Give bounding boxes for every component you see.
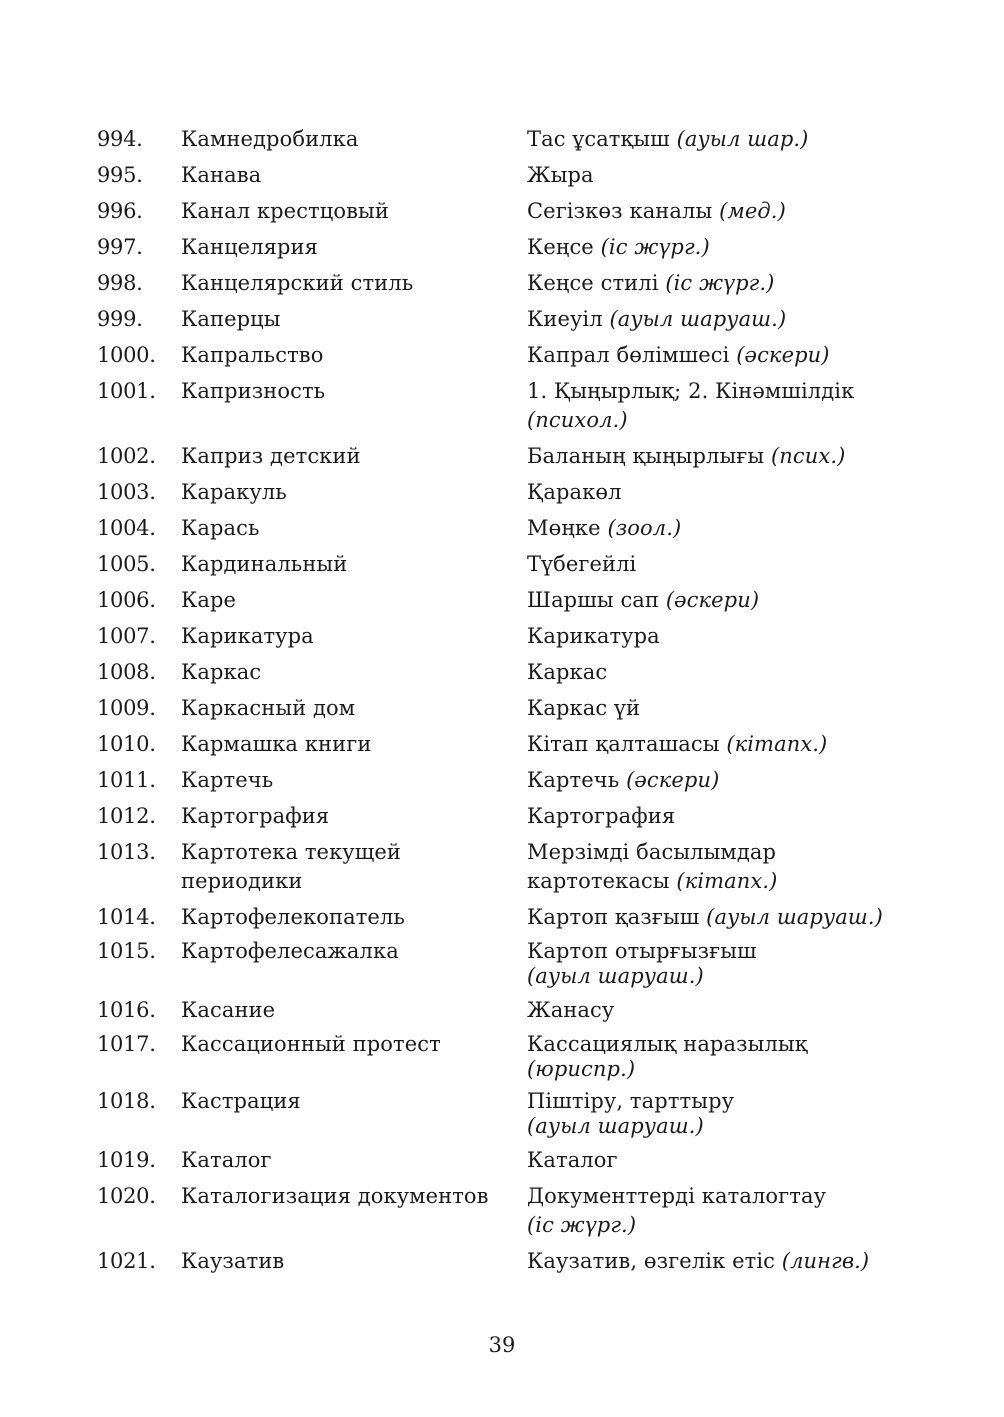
kazakh-translation <box>527 1247 897 1276</box>
kazakh-term: Мерзімді басылымдар картотекасы <box>527 840 777 893</box>
russian-term: Картечь <box>181 768 274 792</box>
entry-row <box>97 1029 897 1086</box>
kazakh-term: Киеуіл <box>527 307 603 331</box>
kazakh-term: Картоп отырғызғыш <box>527 939 757 963</box>
kazakh-term: Піштіру, тарттыру <box>527 1089 735 1113</box>
russian-term: Картотека текущей периодики <box>181 840 402 893</box>
entry-number: 1017. <box>97 1032 156 1056</box>
domain-note: (іс жүрг.) <box>665 271 775 295</box>
kazakh-translation <box>527 197 897 226</box>
russian-term: Камнедробилка <box>181 127 359 151</box>
russian-term: Каркас <box>181 660 262 684</box>
entry-row <box>97 835 897 900</box>
kazakh-term: Картоп қазғыш <box>527 905 700 929</box>
kazakh-term: Жыра <box>527 163 594 187</box>
entry-number: 1020. <box>97 1184 156 1208</box>
kazakh-translation <box>527 305 897 334</box>
russian-term: Канцелярский стиль <box>181 271 414 295</box>
domain-note: (ауыл шар.) <box>676 127 809 151</box>
entry-number: 1015. <box>97 939 156 963</box>
kazakh-translation <box>527 341 897 370</box>
domain-note: (ауыл шаруаш.) <box>609 307 787 331</box>
kazakh-translation <box>527 550 897 579</box>
kazakh-translation <box>527 478 897 507</box>
entry-row <box>97 439 897 475</box>
entry-row <box>97 1086 897 1143</box>
domain-note: (әскери) <box>665 588 760 612</box>
entry-row <box>97 302 897 338</box>
kazakh-translation <box>527 442 897 471</box>
entry-number: 1002. <box>97 444 156 468</box>
entry-row <box>97 547 897 583</box>
domain-note: (кітапх.) <box>676 869 778 893</box>
kazakh-translation <box>527 161 897 190</box>
entry-number: 1018. <box>97 1089 156 1113</box>
kazakh-translation <box>527 233 897 262</box>
kazakh-term: Каркас <box>527 660 608 684</box>
russian-term: Каузатив <box>181 1249 285 1273</box>
domain-note: (кітапх.) <box>726 732 828 756</box>
domain-note: (ауыл шаруаш.) <box>527 964 704 988</box>
kazakh-term: Каталог <box>527 1148 618 1172</box>
entry-row <box>97 727 897 763</box>
entry-row <box>97 122 897 158</box>
russian-term: Каталогизация документов <box>181 1184 489 1208</box>
entry-number: 1021. <box>97 1249 156 1273</box>
domain-note: (мед.) <box>719 199 786 223</box>
kazakh-term: Жанасу <box>527 998 615 1022</box>
russian-term: Каркасный дом <box>181 696 356 720</box>
russian-term: Капральство <box>181 343 324 367</box>
entry-row <box>97 993 897 1029</box>
entry-row <box>97 655 897 691</box>
kazakh-term: Кассациялық наразылық <box>527 1032 808 1056</box>
kazakh-translation <box>527 802 897 831</box>
kazakh-translation <box>527 996 897 1025</box>
russian-term: Канцелярия <box>181 235 318 259</box>
russian-term: Карикатура <box>181 624 314 648</box>
kazakh-translation <box>527 1182 897 1240</box>
kazakh-translation <box>527 514 897 543</box>
entry-number: 994. <box>97 127 143 151</box>
domain-note: (ауыл шаруаш.) <box>527 1114 704 1138</box>
russian-term: Кармашка книги <box>181 732 372 756</box>
entry-row <box>97 194 897 230</box>
entry-row <box>97 1244 897 1280</box>
entry-number: 1004. <box>97 516 156 540</box>
dictionary-entries <box>97 122 897 1280</box>
russian-term: Касание <box>181 998 276 1022</box>
entry-row <box>97 619 897 655</box>
kazakh-term: Картечь <box>527 768 620 792</box>
domain-note: (іс жүрг.) <box>600 235 710 259</box>
domain-note: (лингв.) <box>781 1249 870 1273</box>
entry-row <box>97 900 897 936</box>
kazakh-term: Каузатив, өзгелік етіс <box>527 1249 775 1273</box>
domain-note: (психол.) <box>527 408 628 432</box>
kazakh-translation <box>527 658 897 687</box>
kazakh-translation <box>527 269 897 298</box>
kazakh-translation <box>527 125 897 154</box>
entry-row <box>97 583 897 619</box>
russian-term: Каре <box>181 588 237 612</box>
entry-number: 997. <box>97 235 143 259</box>
entry-number: 1011. <box>97 768 156 792</box>
entry-row <box>97 374 897 439</box>
russian-term: Картография <box>181 804 330 828</box>
entry-row <box>97 799 897 835</box>
russian-term: Каприз детский <box>181 444 361 468</box>
kazakh-term: Мөңке <box>527 516 601 540</box>
entry-number: 1016. <box>97 998 156 1022</box>
russian-term: Канава <box>181 163 262 187</box>
kazakh-translation <box>527 586 897 615</box>
entry-number: 1009. <box>97 696 156 720</box>
russian-term: Каракуль <box>181 480 287 504</box>
kazakh-term: Шаршы сап <box>527 588 660 612</box>
entry-number: 1001. <box>97 379 156 403</box>
entry-number: 1006. <box>97 588 156 612</box>
kazakh-term: Тас ұсатқыш <box>527 127 670 151</box>
russian-term: Каталог <box>181 1148 272 1172</box>
russian-term: Канал крестцовый <box>181 199 389 223</box>
kazakh-translation <box>527 939 897 989</box>
entry-number: 1014. <box>97 905 156 929</box>
russian-term: Карась <box>181 516 260 540</box>
kazakh-translation <box>527 903 897 932</box>
entry-number: 1005. <box>97 552 156 576</box>
kazakh-term: Картография <box>527 804 676 828</box>
russian-term: Картофелекопатель <box>181 905 405 929</box>
entry-number: 1012. <box>97 804 156 828</box>
russian-term: Каперцы <box>181 307 281 331</box>
domain-note: (зоол.) <box>607 516 682 540</box>
entry-row <box>97 936 897 993</box>
entry-row <box>97 475 897 511</box>
entry-number: 996. <box>97 199 143 223</box>
kazakh-translation <box>527 377 897 435</box>
kazakh-translation <box>527 838 897 896</box>
kazakh-term: Карикатура <box>527 624 660 648</box>
domain-note: (іс жүрг.) <box>527 1213 637 1237</box>
domain-note: (юриспр.) <box>527 1057 636 1081</box>
kazakh-translation <box>527 730 897 759</box>
kazakh-term: Сегізкөз каналы <box>527 199 713 223</box>
page-number: 39 <box>488 1333 516 1357</box>
kazakh-translation <box>527 1089 897 1139</box>
kazakh-term: Кеңсе стилі <box>527 271 659 295</box>
entry-number: 995. <box>97 163 143 187</box>
russian-term: Кассационный протест <box>181 1032 441 1056</box>
kazakh-translation <box>527 694 897 723</box>
domain-note: (псих.) <box>770 444 846 468</box>
kazakh-translation <box>527 1146 897 1175</box>
entry-number: 1013. <box>97 840 156 864</box>
entry-row <box>97 1179 897 1244</box>
domain-note: (әскери) <box>736 343 830 367</box>
kazakh-term: Кеңсе <box>527 235 594 259</box>
domain-note: (ауыл шаруаш.) <box>706 905 883 929</box>
kazakh-translation <box>527 766 897 795</box>
kazakh-term: Түбегейлі <box>527 552 637 576</box>
kazakh-term: Каркас үй <box>527 696 641 720</box>
entry-number: 999. <box>97 307 143 331</box>
kazakh-term: 1. Қыңырлық; 2. Кінәмшілдік <box>527 379 855 403</box>
russian-term: Картофелесажалка <box>181 939 399 963</box>
entry-row <box>97 1143 897 1179</box>
kazakh-term: Документтерді каталогтау <box>527 1184 827 1208</box>
kazakh-term: Баланың қыңырлығы <box>527 444 765 468</box>
kazakh-term: Капрал бөлімшесі <box>527 343 730 367</box>
kazakh-translation <box>527 1032 897 1082</box>
entry-number: 1007. <box>97 624 156 648</box>
kazakh-term: Қаракөл <box>527 480 622 504</box>
entry-number: 1008. <box>97 660 156 684</box>
entry-row <box>97 338 897 374</box>
domain-note: (әскери) <box>626 768 720 792</box>
entry-number: 1000. <box>97 343 156 367</box>
entry-number: 998. <box>97 271 143 295</box>
entry-row <box>97 230 897 266</box>
kazakh-translation <box>527 622 897 651</box>
entry-row <box>97 266 897 302</box>
entry-number: 1019. <box>97 1148 156 1172</box>
russian-term: Кардинальный <box>181 552 348 576</box>
entry-row <box>97 511 897 547</box>
entry-row <box>97 158 897 194</box>
entry-number: 1003. <box>97 480 156 504</box>
russian-term: Капризность <box>181 379 326 403</box>
entry-row <box>97 763 897 799</box>
kazakh-term: Кітап қалташасы <box>527 732 720 756</box>
entry-row <box>97 691 897 727</box>
entry-number: 1010. <box>97 732 156 756</box>
russian-term: Кастрация <box>181 1089 301 1113</box>
